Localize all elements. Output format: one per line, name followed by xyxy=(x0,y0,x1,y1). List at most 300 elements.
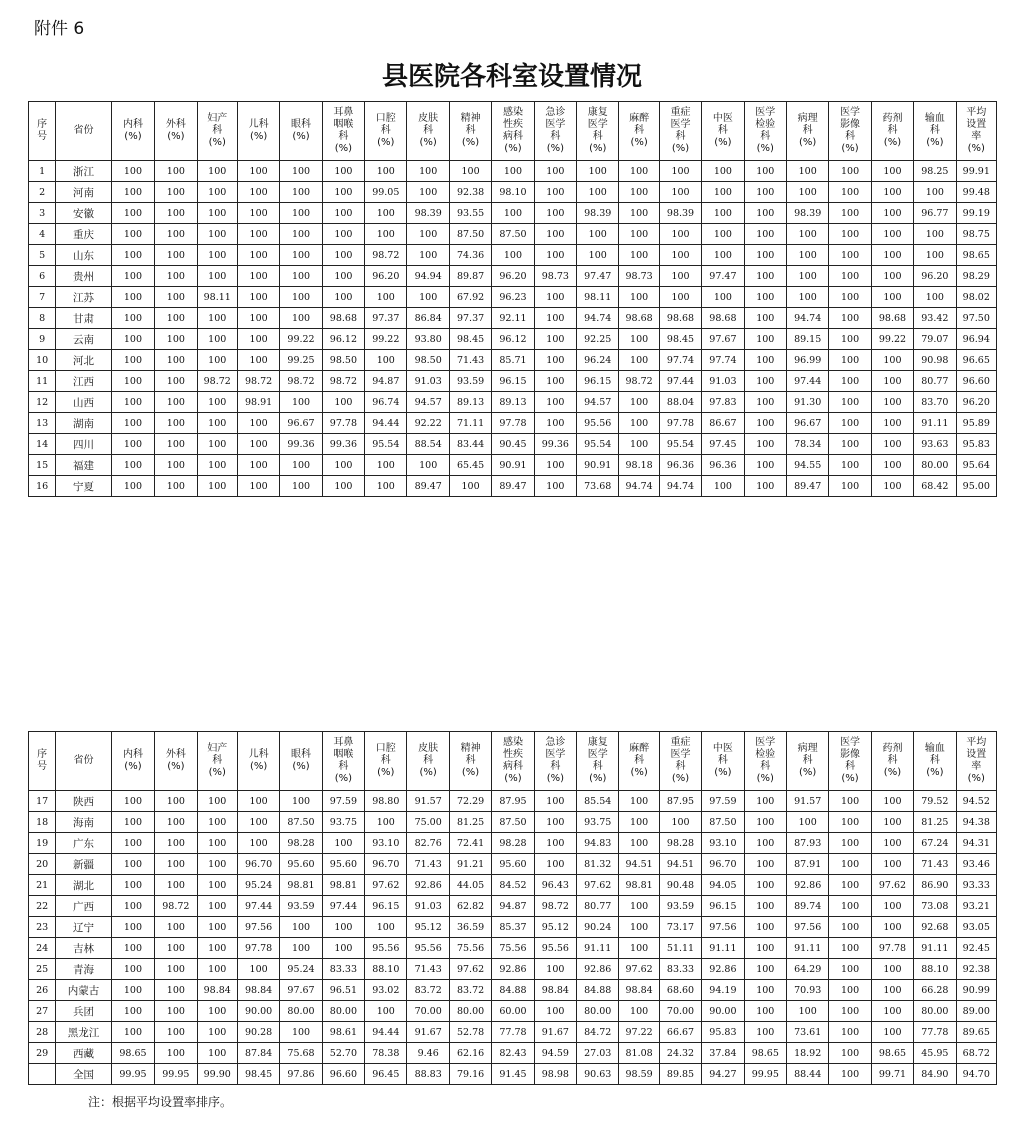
rate-cell: 93.59 xyxy=(449,371,491,392)
province-cell: 四川 xyxy=(56,434,112,455)
rate-cell: 37.84 xyxy=(702,1043,744,1064)
rate-cell: 93.21 xyxy=(956,896,996,917)
rate-cell: 100 xyxy=(744,308,786,329)
rate-cell: 100 xyxy=(111,812,154,833)
rate-cell: 87.50 xyxy=(702,812,744,833)
table-row xyxy=(29,1022,997,1043)
rate-cell: 100 xyxy=(871,161,913,182)
rate-cell: 100 xyxy=(534,203,576,224)
rate-cell: 97.37 xyxy=(365,308,407,329)
rate-cell: 95.56 xyxy=(534,938,576,959)
rate-cell: 93.55 xyxy=(449,203,491,224)
rate-cell: 100 xyxy=(280,308,322,329)
rate-cell: 84.90 xyxy=(914,1064,956,1085)
rate-cell: 100 xyxy=(829,959,871,980)
rate-cell: 92.38 xyxy=(449,182,491,203)
rate-cell: 100 xyxy=(871,455,913,476)
rate-cell: 100 xyxy=(155,308,197,329)
province-cell: 湖北 xyxy=(56,875,112,896)
rate-cell: 100 xyxy=(702,161,744,182)
rate-cell: 89.74 xyxy=(786,896,828,917)
rate-cell: 100 xyxy=(871,959,913,980)
rate-cell: 100 xyxy=(659,224,701,245)
rate-cell: 100 xyxy=(659,161,701,182)
row-number: 12 xyxy=(29,392,56,413)
rate-cell: 100 xyxy=(619,791,659,812)
rate-cell: 100 xyxy=(155,1001,197,1022)
rate-cell: 94.38 xyxy=(956,812,996,833)
rate-cell: 100 xyxy=(744,287,786,308)
rate-cell: 90.98 xyxy=(914,350,956,371)
province-cell: 山东 xyxy=(56,245,112,266)
rate-cell: 96.51 xyxy=(322,980,364,1001)
table-row xyxy=(29,1043,997,1064)
rate-cell: 44.05 xyxy=(449,875,491,896)
rate-cell: 95.00 xyxy=(956,476,996,497)
rate-cell: 96.23 xyxy=(492,287,534,308)
rate-cell: 99.71 xyxy=(871,1064,913,1085)
rate-cell: 87.50 xyxy=(492,224,534,245)
rate-cell: 100 xyxy=(744,203,786,224)
rate-cell: 100 xyxy=(829,392,871,413)
rate-cell: 100 xyxy=(111,266,154,287)
rate-cell: 90.48 xyxy=(659,875,701,896)
rate-cell: 100 xyxy=(914,182,956,203)
column-header: 耳鼻 咽喉 科 (%) xyxy=(322,102,364,161)
rate-cell: 100 xyxy=(155,980,197,1001)
rate-cell: 94.74 xyxy=(786,308,828,329)
rate-cell: 100 xyxy=(829,875,871,896)
rate-cell: 100 xyxy=(197,434,237,455)
rate-cell: 95.60 xyxy=(492,854,534,875)
row-number: 22 xyxy=(29,896,56,917)
rate-cell: 100 xyxy=(534,455,576,476)
column-header: 皮肤 科 (%) xyxy=(407,732,449,791)
rate-cell: 84.88 xyxy=(577,980,619,1001)
rate-cell: 100 xyxy=(871,287,913,308)
rate-cell: 88.10 xyxy=(914,959,956,980)
rate-cell: 100 xyxy=(829,245,871,266)
rate-cell: 100 xyxy=(407,224,449,245)
rate-cell: 91.57 xyxy=(786,791,828,812)
rate-cell: 100 xyxy=(197,413,237,434)
rate-cell: 100 xyxy=(619,413,659,434)
rate-cell: 100 xyxy=(829,1064,871,1085)
rate-cell: 77.78 xyxy=(914,1022,956,1043)
rate-cell: 96.70 xyxy=(365,854,407,875)
rate-cell: 96.43 xyxy=(534,875,576,896)
rate-cell: 93.10 xyxy=(702,833,744,854)
rate-cell: 94.05 xyxy=(702,875,744,896)
rate-cell: 73.61 xyxy=(786,1022,828,1043)
rate-cell: 71.11 xyxy=(449,413,491,434)
rate-cell: 45.95 xyxy=(914,1043,956,1064)
rate-cell: 98.50 xyxy=(407,350,449,371)
rate-cell: 99.95 xyxy=(155,1064,197,1085)
rate-cell: 100 xyxy=(197,329,237,350)
rate-cell: 96.24 xyxy=(577,350,619,371)
row-number: 6 xyxy=(29,266,56,287)
rate-cell: 100 xyxy=(577,182,619,203)
rate-cell: 97.67 xyxy=(702,329,744,350)
rate-cell: 100 xyxy=(237,791,279,812)
rate-cell: 100 xyxy=(619,917,659,938)
table-row xyxy=(29,455,997,476)
column-header: 平均 设置 率 (%) xyxy=(956,732,996,791)
rate-cell: 95.56 xyxy=(365,938,407,959)
province-cell: 江西 xyxy=(56,371,112,392)
rate-cell: 100 xyxy=(237,413,279,434)
rate-cell: 85.54 xyxy=(577,791,619,812)
rate-cell: 100 xyxy=(786,287,828,308)
rate-cell: 100 xyxy=(619,812,659,833)
rate-cell: 100 xyxy=(871,224,913,245)
rate-cell: 100 xyxy=(237,833,279,854)
rate-cell: 98.28 xyxy=(492,833,534,854)
rate-cell: 100 xyxy=(237,245,279,266)
rate-cell: 100 xyxy=(111,1022,154,1043)
rate-cell: 100 xyxy=(914,287,956,308)
rate-cell: 100 xyxy=(829,476,871,497)
rate-cell: 95.83 xyxy=(702,1022,744,1043)
rate-cell: 62.16 xyxy=(449,1043,491,1064)
rate-cell: 94.51 xyxy=(619,854,659,875)
column-header: 病理 科 (%) xyxy=(786,732,828,791)
rate-cell: 100 xyxy=(322,455,364,476)
rate-cell: 96.36 xyxy=(702,455,744,476)
rate-cell: 100 xyxy=(237,308,279,329)
rate-cell: 93.46 xyxy=(956,854,996,875)
rate-cell: 96.20 xyxy=(365,266,407,287)
rate-cell: 100 xyxy=(829,791,871,812)
rate-cell: 96.15 xyxy=(702,896,744,917)
rate-cell: 9.46 xyxy=(407,1043,449,1064)
rate-cell: 94.87 xyxy=(492,896,534,917)
province-cell: 广东 xyxy=(56,833,112,854)
rate-cell: 100 xyxy=(786,1001,828,1022)
rate-cell: 90.00 xyxy=(702,1001,744,1022)
rate-cell: 71.43 xyxy=(449,350,491,371)
table-row xyxy=(29,329,997,350)
rate-cell: 92.22 xyxy=(407,413,449,434)
rate-cell: 98.28 xyxy=(659,833,701,854)
rate-cell: 100 xyxy=(619,896,659,917)
rate-cell: 97.62 xyxy=(449,959,491,980)
column-header: 眼科 (%) xyxy=(280,732,322,791)
rate-cell: 93.59 xyxy=(659,896,701,917)
rate-cell: 100 xyxy=(702,203,744,224)
rate-cell: 100 xyxy=(534,959,576,980)
table-row xyxy=(29,287,997,308)
rate-cell: 85.37 xyxy=(492,917,534,938)
rate-cell: 100 xyxy=(534,308,576,329)
rate-cell: 98.73 xyxy=(619,266,659,287)
rate-cell: 100 xyxy=(111,476,154,497)
rate-cell: 70.93 xyxy=(786,980,828,1001)
rate-cell: 100 xyxy=(871,476,913,497)
rate-cell: 100 xyxy=(197,455,237,476)
rate-cell: 73.17 xyxy=(659,917,701,938)
rate-cell: 100 xyxy=(322,287,364,308)
rate-cell: 89.65 xyxy=(956,1022,996,1043)
row-number: 11 xyxy=(29,371,56,392)
rate-cell: 98.84 xyxy=(534,980,576,1001)
rate-cell: 100 xyxy=(871,434,913,455)
column-header: 康复 医学 科 (%) xyxy=(577,102,619,161)
rate-cell: 91.57 xyxy=(407,791,449,812)
rate-cell: 100 xyxy=(871,350,913,371)
rate-cell: 71.43 xyxy=(914,854,956,875)
rate-cell: 96.36 xyxy=(659,455,701,476)
rate-cell: 75.56 xyxy=(449,938,491,959)
rate-cell: 87.50 xyxy=(280,812,322,833)
rate-cell: 97.83 xyxy=(702,392,744,413)
rate-cell: 62.82 xyxy=(449,896,491,917)
table-row xyxy=(29,203,997,224)
rate-cell: 100 xyxy=(829,1043,871,1064)
department-table-part-1 xyxy=(28,101,997,497)
rate-cell: 98.39 xyxy=(407,203,449,224)
rate-cell: 98.84 xyxy=(237,980,279,1001)
province-cell: 甘肃 xyxy=(56,308,112,329)
rate-cell: 100 xyxy=(365,350,407,371)
rate-cell: 100 xyxy=(534,224,576,245)
rate-cell: 100 xyxy=(111,875,154,896)
rate-cell: 27.03 xyxy=(577,1043,619,1064)
rate-cell: 100 xyxy=(197,392,237,413)
rate-cell: 100 xyxy=(702,182,744,203)
table-row xyxy=(29,875,997,896)
row-number: 15 xyxy=(29,455,56,476)
rate-cell: 94.74 xyxy=(619,476,659,497)
row-number: 5 xyxy=(29,245,56,266)
rate-cell: 65.45 xyxy=(449,455,491,476)
rate-cell: 100 xyxy=(322,833,364,854)
rate-cell: 100 xyxy=(534,245,576,266)
rate-cell: 94.59 xyxy=(534,1043,576,1064)
rate-cell: 87.91 xyxy=(786,854,828,875)
rate-cell: 99.91 xyxy=(956,161,996,182)
rate-cell: 80.00 xyxy=(577,1001,619,1022)
column-header: 序 号 xyxy=(29,732,56,791)
column-header: 重症 医学 科 (%) xyxy=(659,102,701,161)
rate-cell: 89.13 xyxy=(449,392,491,413)
rate-cell: 95.64 xyxy=(956,455,996,476)
rate-cell: 100 xyxy=(197,161,237,182)
row-number: 14 xyxy=(29,434,56,455)
rate-cell: 100 xyxy=(744,896,786,917)
rate-cell: 100 xyxy=(197,938,237,959)
rate-cell: 100 xyxy=(111,371,154,392)
rate-cell: 92.86 xyxy=(407,875,449,896)
rate-cell: 100 xyxy=(744,476,786,497)
rate-cell: 93.42 xyxy=(914,308,956,329)
rate-cell: 100 xyxy=(829,371,871,392)
rate-cell: 100 xyxy=(534,833,576,854)
rate-cell: 96.94 xyxy=(956,329,996,350)
rate-cell: 100 xyxy=(407,455,449,476)
rate-cell: 100 xyxy=(237,350,279,371)
rate-cell: 94.19 xyxy=(702,980,744,1001)
rate-cell: 88.83 xyxy=(407,1064,449,1085)
rate-cell: 79.16 xyxy=(449,1064,491,1085)
rate-cell: 100 xyxy=(534,392,576,413)
rate-cell: 97.86 xyxy=(280,1064,322,1085)
rate-cell: 81.08 xyxy=(619,1043,659,1064)
rate-cell: 100 xyxy=(829,413,871,434)
rate-cell: 100 xyxy=(155,245,197,266)
rate-cell: 98.80 xyxy=(365,791,407,812)
rate-cell: 97.74 xyxy=(659,350,701,371)
rate-cell: 94.94 xyxy=(407,266,449,287)
rate-cell: 100 xyxy=(155,938,197,959)
rate-cell: 100 xyxy=(534,161,576,182)
column-header: 药剂 科 (%) xyxy=(871,102,913,161)
rate-cell: 92.68 xyxy=(914,917,956,938)
rate-cell: 87.50 xyxy=(492,812,534,833)
rate-cell: 100 xyxy=(744,938,786,959)
province-cell: 贵州 xyxy=(56,266,112,287)
rate-cell: 94.44 xyxy=(365,1022,407,1043)
rate-cell: 18.92 xyxy=(786,1043,828,1064)
rate-cell: 94.44 xyxy=(365,413,407,434)
rate-cell: 90.91 xyxy=(492,455,534,476)
column-header: 皮肤 科 (%) xyxy=(407,102,449,161)
rate-cell: 100 xyxy=(871,1001,913,1022)
rate-cell: 97.59 xyxy=(322,791,364,812)
column-header: 儿科 (%) xyxy=(237,102,279,161)
table-row xyxy=(29,959,997,980)
rate-cell: 95.83 xyxy=(956,434,996,455)
column-header: 儿科 (%) xyxy=(237,732,279,791)
rate-cell: 100 xyxy=(365,917,407,938)
rate-cell: 100 xyxy=(365,1001,407,1022)
rate-cell: 100 xyxy=(155,1043,197,1064)
rate-cell: 98.68 xyxy=(322,308,364,329)
rate-cell: 100 xyxy=(111,350,154,371)
rate-cell: 100 xyxy=(237,812,279,833)
rate-cell: 90.24 xyxy=(577,917,619,938)
rate-cell: 95.12 xyxy=(407,917,449,938)
rate-cell: 100 xyxy=(829,1001,871,1022)
rate-cell: 100 xyxy=(155,224,197,245)
rate-cell: 99.05 xyxy=(365,182,407,203)
rate-cell: 97.62 xyxy=(871,875,913,896)
rate-cell: 98.59 xyxy=(619,1064,659,1085)
column-header: 省份 xyxy=(56,102,112,161)
rate-cell: 100 xyxy=(322,182,364,203)
rate-cell: 98.72 xyxy=(237,371,279,392)
rate-cell: 24.32 xyxy=(659,1043,701,1064)
rate-cell: 100 xyxy=(322,266,364,287)
rate-cell: 98.68 xyxy=(619,308,659,329)
rate-cell: 100 xyxy=(111,854,154,875)
rate-cell: 88.10 xyxy=(365,959,407,980)
rate-cell: 98.65 xyxy=(111,1043,154,1064)
column-header: 医学 影像 科 (%) xyxy=(829,732,871,791)
rate-cell: 100 xyxy=(280,1022,322,1043)
rate-cell: 97.50 xyxy=(956,308,996,329)
rate-cell: 100 xyxy=(619,350,659,371)
rate-cell: 94.87 xyxy=(365,371,407,392)
rate-cell: 100 xyxy=(155,812,197,833)
rate-cell: 100 xyxy=(829,224,871,245)
rate-cell: 100 xyxy=(871,896,913,917)
rate-cell: 100 xyxy=(197,791,237,812)
rate-cell: 100 xyxy=(829,266,871,287)
rate-cell: 100 xyxy=(786,182,828,203)
rate-cell: 100 xyxy=(111,203,154,224)
row-number: 21 xyxy=(29,875,56,896)
rate-cell: 100 xyxy=(659,245,701,266)
column-header: 病理 科 (%) xyxy=(786,102,828,161)
rate-cell: 100 xyxy=(829,938,871,959)
rate-cell: 99.22 xyxy=(280,329,322,350)
rate-cell: 100 xyxy=(322,245,364,266)
rate-cell: 100 xyxy=(197,917,237,938)
rate-cell: 98.65 xyxy=(956,245,996,266)
table-row xyxy=(29,980,997,1001)
column-header: 急诊 医学 科 (%) xyxy=(534,732,576,791)
rate-cell: 81.32 xyxy=(577,854,619,875)
rate-cell: 89.85 xyxy=(659,1064,701,1085)
rate-cell: 87.50 xyxy=(449,224,491,245)
rate-cell: 100 xyxy=(619,833,659,854)
column-header: 急诊 医学 科 (%) xyxy=(534,102,576,161)
province-cell: 山西 xyxy=(56,392,112,413)
rate-cell: 92.25 xyxy=(577,329,619,350)
rate-cell: 96.67 xyxy=(786,413,828,434)
rate-cell: 100 xyxy=(534,287,576,308)
rate-cell: 100 xyxy=(237,266,279,287)
rate-cell: 100 xyxy=(365,476,407,497)
rate-cell: 83.33 xyxy=(659,959,701,980)
rate-cell: 99.36 xyxy=(322,434,364,455)
rate-cell: 98.65 xyxy=(744,1043,786,1064)
rate-cell: 100 xyxy=(744,812,786,833)
rate-cell: 100 xyxy=(155,182,197,203)
rate-cell: 97.44 xyxy=(322,896,364,917)
rate-cell: 98.02 xyxy=(956,287,996,308)
row-number: 25 xyxy=(29,959,56,980)
rate-cell: 83.44 xyxy=(449,434,491,455)
rate-cell: 98.11 xyxy=(197,287,237,308)
table-row xyxy=(29,161,997,182)
rate-cell: 100 xyxy=(534,182,576,203)
rate-cell: 80.00 xyxy=(322,1001,364,1022)
rate-cell: 100 xyxy=(744,833,786,854)
rate-cell: 100 xyxy=(197,245,237,266)
column-header: 康复 医学 科 (%) xyxy=(577,732,619,791)
rate-cell: 97.67 xyxy=(280,980,322,1001)
province-cell: 安徽 xyxy=(56,203,112,224)
rate-cell: 100 xyxy=(111,182,154,203)
rate-cell: 72.41 xyxy=(449,833,491,854)
rate-cell: 100 xyxy=(237,329,279,350)
rate-cell: 100 xyxy=(744,854,786,875)
rate-cell: 68.60 xyxy=(659,980,701,1001)
rate-cell: 98.81 xyxy=(322,875,364,896)
column-header: 序 号 xyxy=(29,102,56,161)
annex-label: 附件 6 xyxy=(34,19,85,39)
province-cell: 新疆 xyxy=(56,854,112,875)
rate-cell: 93.10 xyxy=(365,833,407,854)
rate-cell: 97.78 xyxy=(322,413,364,434)
rate-cell: 98.72 xyxy=(619,371,659,392)
row-number: 10 xyxy=(29,350,56,371)
rate-cell: 98.29 xyxy=(956,266,996,287)
rate-cell: 96.20 xyxy=(492,266,534,287)
